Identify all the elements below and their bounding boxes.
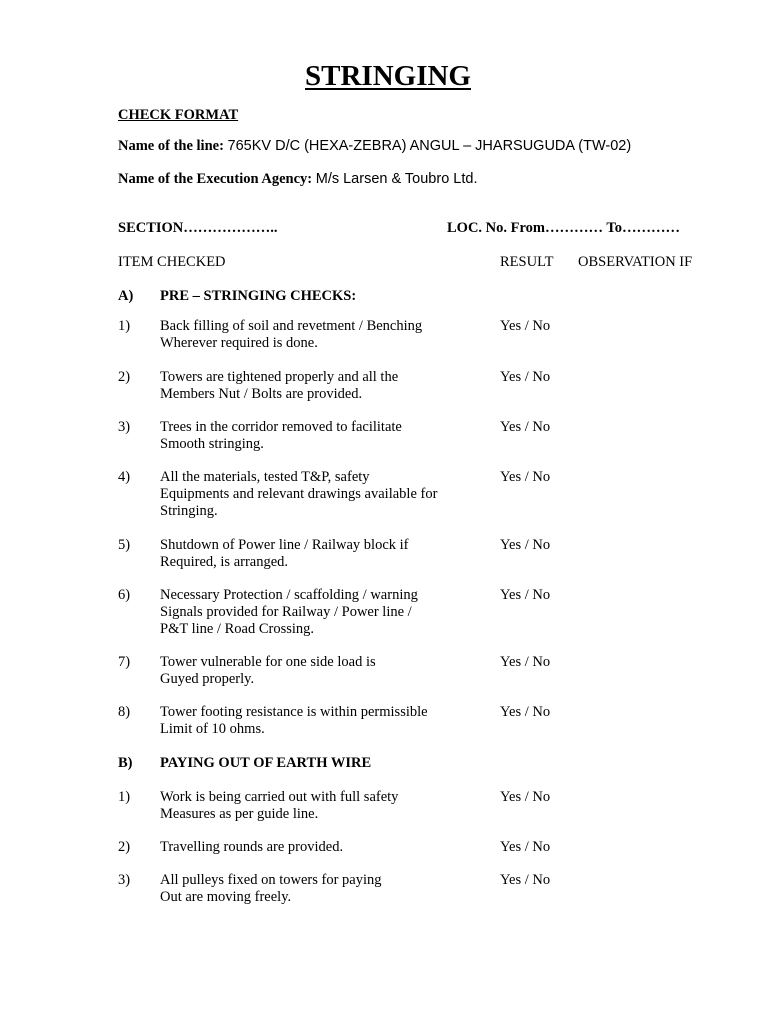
item-text-line: Signals provided for Railway / Power line / bbox=[160, 604, 412, 620]
section-a-item-result: Yes / No bbox=[500, 369, 551, 385]
section-a-item-result: Yes / No bbox=[500, 419, 551, 435]
section-a-letter: A) bbox=[118, 288, 134, 304]
section-field: SECTION……………….. bbox=[118, 220, 278, 236]
item-text-line: Shutdown of Power line / Railway block if bbox=[160, 537, 409, 553]
agency-label: Name of the Execution Agency: bbox=[118, 171, 313, 187]
item-text-line: Smooth stringing. bbox=[160, 436, 264, 452]
section-a-item-number: 5) bbox=[118, 537, 131, 553]
item-text-line: Tower footing resistance is within permissible bbox=[160, 704, 428, 720]
item-text-line: Back filling of soil and revetment / Benching bbox=[160, 318, 423, 334]
loc-field: LOC. No. From………… To………… bbox=[447, 220, 680, 236]
section-a-item-result: Yes / No bbox=[500, 654, 551, 670]
column-observation: OBSERVATION IF bbox=[578, 254, 693, 270]
section-a-item-number: 4) bbox=[118, 469, 131, 485]
item-text-line: P&T line / Road Crossing. bbox=[160, 621, 315, 637]
item-text-line: Work is being carried out with full safety bbox=[160, 789, 399, 805]
item-text-line: Stringing. bbox=[160, 503, 218, 519]
item-text-line: Limit of 10 ohms. bbox=[160, 721, 265, 737]
section-a-item-text bbox=[160, 704, 480, 738]
item-text-line: Guyed properly. bbox=[160, 671, 255, 687]
item-text-line: Measures as per guide line. bbox=[160, 806, 319, 822]
line-name-value: 765KV D/C (HEXA-ZEBRA) ANGUL – JHARSUGUDA (TW-02) bbox=[227, 138, 632, 154]
section-a-item-text bbox=[160, 469, 480, 520]
section-b-item-number: 3) bbox=[118, 872, 131, 888]
section-a-item-number: 6) bbox=[118, 587, 131, 603]
item-text-line: Necessary Protection / scaffolding / warning bbox=[160, 587, 418, 603]
section-b-item-text bbox=[160, 872, 480, 906]
item-text-line: Wherever required is done. bbox=[160, 335, 318, 351]
item-text-line: Out are moving freely. bbox=[160, 889, 292, 905]
section-b-heading: PAYING OUT OF EARTH WIRE bbox=[160, 755, 372, 771]
column-item-checked: ITEM CHECKED bbox=[118, 254, 226, 270]
section-b-item-result: Yes / No bbox=[500, 789, 551, 805]
section-b-item-number: 2) bbox=[118, 839, 131, 855]
section-b-item-result: Yes / No bbox=[500, 839, 551, 855]
item-text-line: Tower vulnerable for one side load is bbox=[160, 654, 376, 670]
agency-row bbox=[118, 171, 477, 188]
section-a-item-number: 1) bbox=[118, 318, 131, 334]
item-text-line: Travelling rounds are provided. bbox=[160, 839, 344, 855]
column-result: RESULT bbox=[500, 254, 554, 270]
agency-value: M/s Larsen & Toubro Ltd. bbox=[315, 171, 478, 187]
section-a-item-text bbox=[160, 654, 480, 688]
item-text-line: Equipments and relevant drawings available for bbox=[160, 486, 438, 502]
item-text-line: Members Nut / Bolts are provided. bbox=[160, 386, 363, 402]
item-text-line: Required, is arranged. bbox=[160, 554, 289, 570]
section-a-item-text bbox=[160, 537, 480, 571]
check-format-heading: CHECK FORMAT bbox=[118, 107, 239, 123]
section-b-item-result: Yes / No bbox=[500, 872, 551, 888]
line-name-label: Name of the line: bbox=[118, 138, 224, 154]
section-a-item-number: 3) bbox=[118, 419, 131, 435]
section-a-item-result: Yes / No bbox=[500, 318, 551, 334]
section-a-item-result: Yes / No bbox=[500, 469, 551, 485]
section-a-item-number: 8) bbox=[118, 704, 131, 720]
section-a-item-text bbox=[160, 587, 480, 638]
section-b-item-text bbox=[160, 789, 480, 823]
section-a-item-text bbox=[160, 318, 480, 352]
section-a-item-number: 7) bbox=[118, 654, 131, 670]
section-a-item-result: Yes / No bbox=[500, 587, 551, 603]
line-name-row bbox=[118, 138, 631, 155]
section-a-item-result: Yes / No bbox=[500, 704, 551, 720]
item-text-line: Towers are tightened properly and all the bbox=[160, 369, 399, 385]
item-text-line: Trees in the corridor removed to facilitate bbox=[160, 419, 402, 435]
section-b-item-number: 1) bbox=[118, 789, 131, 805]
section-b-letter: B) bbox=[118, 755, 133, 771]
section-a-item-result: Yes / No bbox=[500, 537, 551, 553]
item-text-line: All the materials, tested T&P, safety bbox=[160, 469, 370, 485]
section-a-item-number: 2) bbox=[118, 369, 131, 385]
section-a-item-text bbox=[160, 419, 480, 453]
document-title: STRINGING bbox=[305, 60, 471, 92]
section-b-item-text bbox=[160, 839, 480, 856]
section-a-heading: PRE – STRINGING CHECKS: bbox=[160, 288, 357, 304]
item-text-line: All pulleys fixed on towers for paying bbox=[160, 872, 382, 888]
section-a-item-text bbox=[160, 369, 480, 403]
